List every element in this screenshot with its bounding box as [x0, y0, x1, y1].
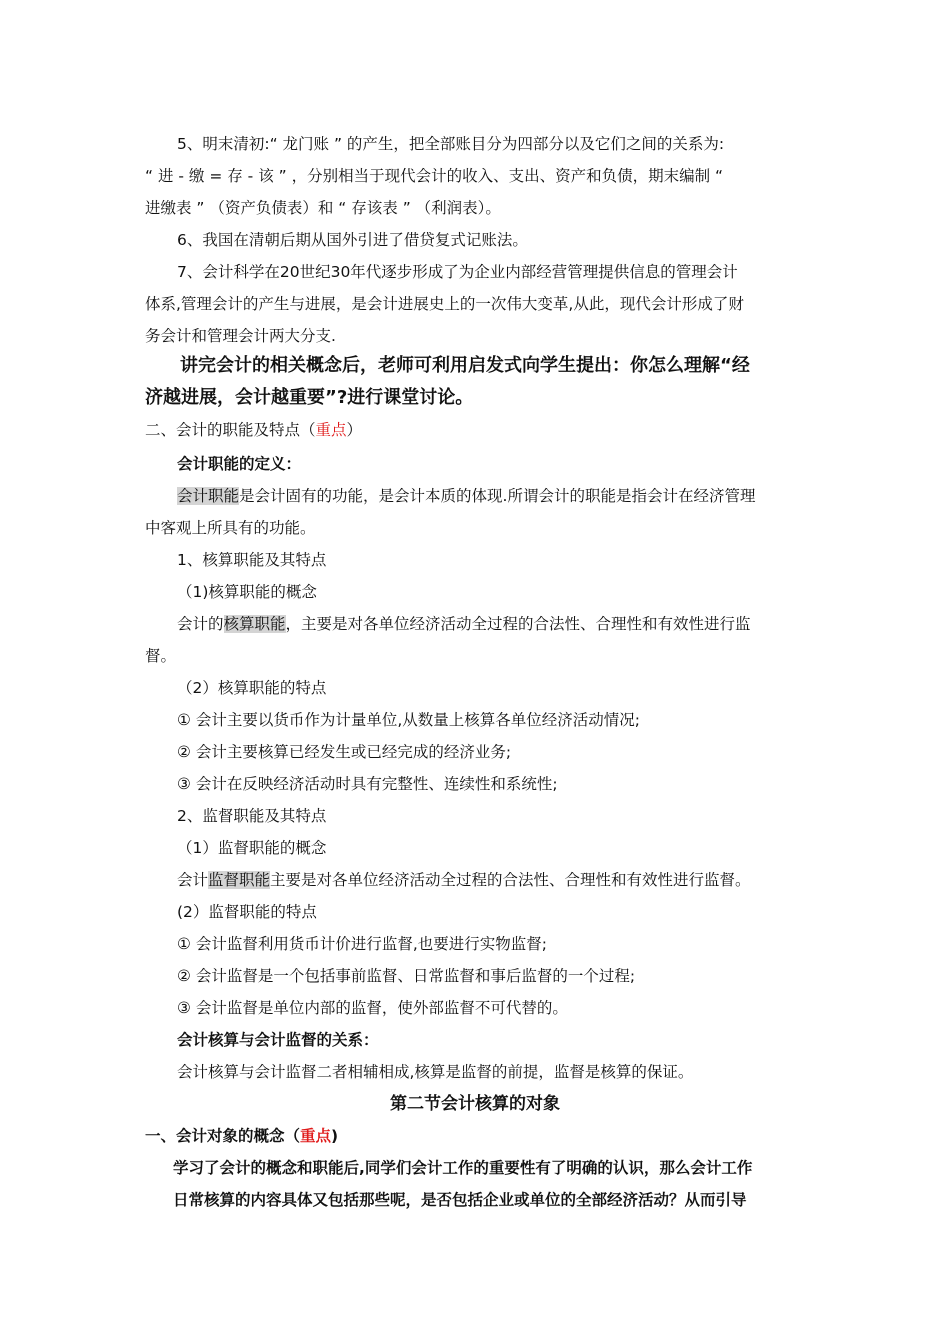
accounting-concept-text-cont: 督。 — [145, 647, 177, 665]
highlight-term: 核算职能 — [223, 615, 286, 633]
list-item: ② 会计主要核算已经发生或已经完成的经济业务; — [177, 743, 512, 761]
list-item: ③ 会计监督是单位内部的监督，使外部监督不可代替的。 — [177, 999, 568, 1017]
heading-supervision-function: 2、监督职能及其特点 — [177, 807, 327, 825]
key-point-label: 重点 — [300, 1127, 332, 1145]
list-item: ② 会计监督是一个包括事前监督、日常监督和事后监督的一个过程; — [177, 967, 636, 985]
list-item: ① 会计主要以货币作为计量单位,从数量上核算各单位经济活动情况; — [177, 711, 640, 729]
relationship-title: 会计核算与会计监督的关系： — [177, 1031, 379, 1049]
definition-text-cont: 中客观上所具有的功能。 — [145, 519, 316, 537]
highlight-term: 会计职能 — [177, 487, 240, 505]
discussion-prompt-cont: 济越进展，会计越重要”?进行课堂讨论。 — [145, 387, 474, 408]
definition-title: 会计职能的定义： — [177, 455, 302, 473]
key-point-label: 重点 — [315, 421, 347, 439]
supervision-concept-text: 会计监督职能主要是对各单位经济活动全过程的合法性、合理性和有效性进行监督。 — [177, 871, 751, 889]
intro-paragraph: 学习了会计的概念和职能后,同学们会计工作的重要性有了明确的认识，那么会计工作 — [173, 1159, 753, 1177]
section-title-functions: 二、会计的职能及特点（重点） — [145, 421, 363, 439]
list-item: ③ 会计在反映经济活动时具有完整性、连续性和系统性; — [177, 775, 558, 793]
discussion-prompt: 讲完会计的相关概念后，老师可利用启发式向学生提出：你怎么理解“经 — [180, 355, 750, 376]
intro-paragraph-cont: 日常核算的内容具体又包括那些呢，是否包括企业或单位的全部经济活动？从而引导 — [173, 1191, 747, 1209]
subheading-accounting-concept: （1)核算职能的概念 — [177, 583, 317, 601]
history-item-5: 5、明末清初:“ 龙门账 ” 的产生，把全部账目分为四部分以及它们之间的关系为: — [177, 135, 725, 153]
highlight-term: 监督职能 — [208, 871, 271, 889]
history-item-7-cont: 务会计和管理会计两大分支. — [145, 327, 336, 345]
accounting-concept-text: 会计的核算职能，主要是对各单位经济活动全过程的合法性、合理性和有效性进行监 — [177, 615, 751, 633]
section-heading: 第二节会计核算的对象 — [390, 1094, 560, 1114]
relationship-text: 会计核算与会计监督二者相辅相成,核算是监督的前提，监督是核算的保证。 — [177, 1063, 694, 1081]
heading-accounting-function: 1、核算职能及其特点 — [177, 551, 327, 569]
history-item-7: 7、会计科学在20世纪30年代逐步形成了为企业内部经营管理提供信息的管理会计 — [177, 263, 738, 281]
list-item: ① 会计监督利用货币计价进行监督,也要进行实物监督; — [177, 935, 547, 953]
subheading-supervision-features: (2）监督职能的特点 — [177, 903, 317, 921]
history-item-6: 6、我国在清朝后期从国外引进了借贷复式记账法。 — [177, 231, 528, 249]
definition-text: 会计职能是会计固有的功能，是会计本质的体现.所谓会计的职能是指会计在经济管理 — [177, 487, 756, 505]
history-item-7-cont: 体系,管理会计的产生与进展，是会计进展史上的一次伟大变革,从此，现代会计形成了财 — [145, 295, 744, 313]
subheading-supervision-concept: （1）监督职能的概念 — [177, 839, 327, 857]
history-item-5-cont: “ 进 - 缴 = 存 - 该 ” ，分别相当于现代会计的收入、支出、资产和负债，期末编制 “ — [145, 167, 724, 185]
subsection-title: 一、会计对象的概念（重点) — [145, 1127, 339, 1145]
subheading-accounting-features: （2）核算职能的特点 — [177, 679, 327, 697]
history-item-5-cont: 进缴表 ” （资产负债表）和 “ 存该表 ” （利润表）。 — [145, 199, 501, 217]
